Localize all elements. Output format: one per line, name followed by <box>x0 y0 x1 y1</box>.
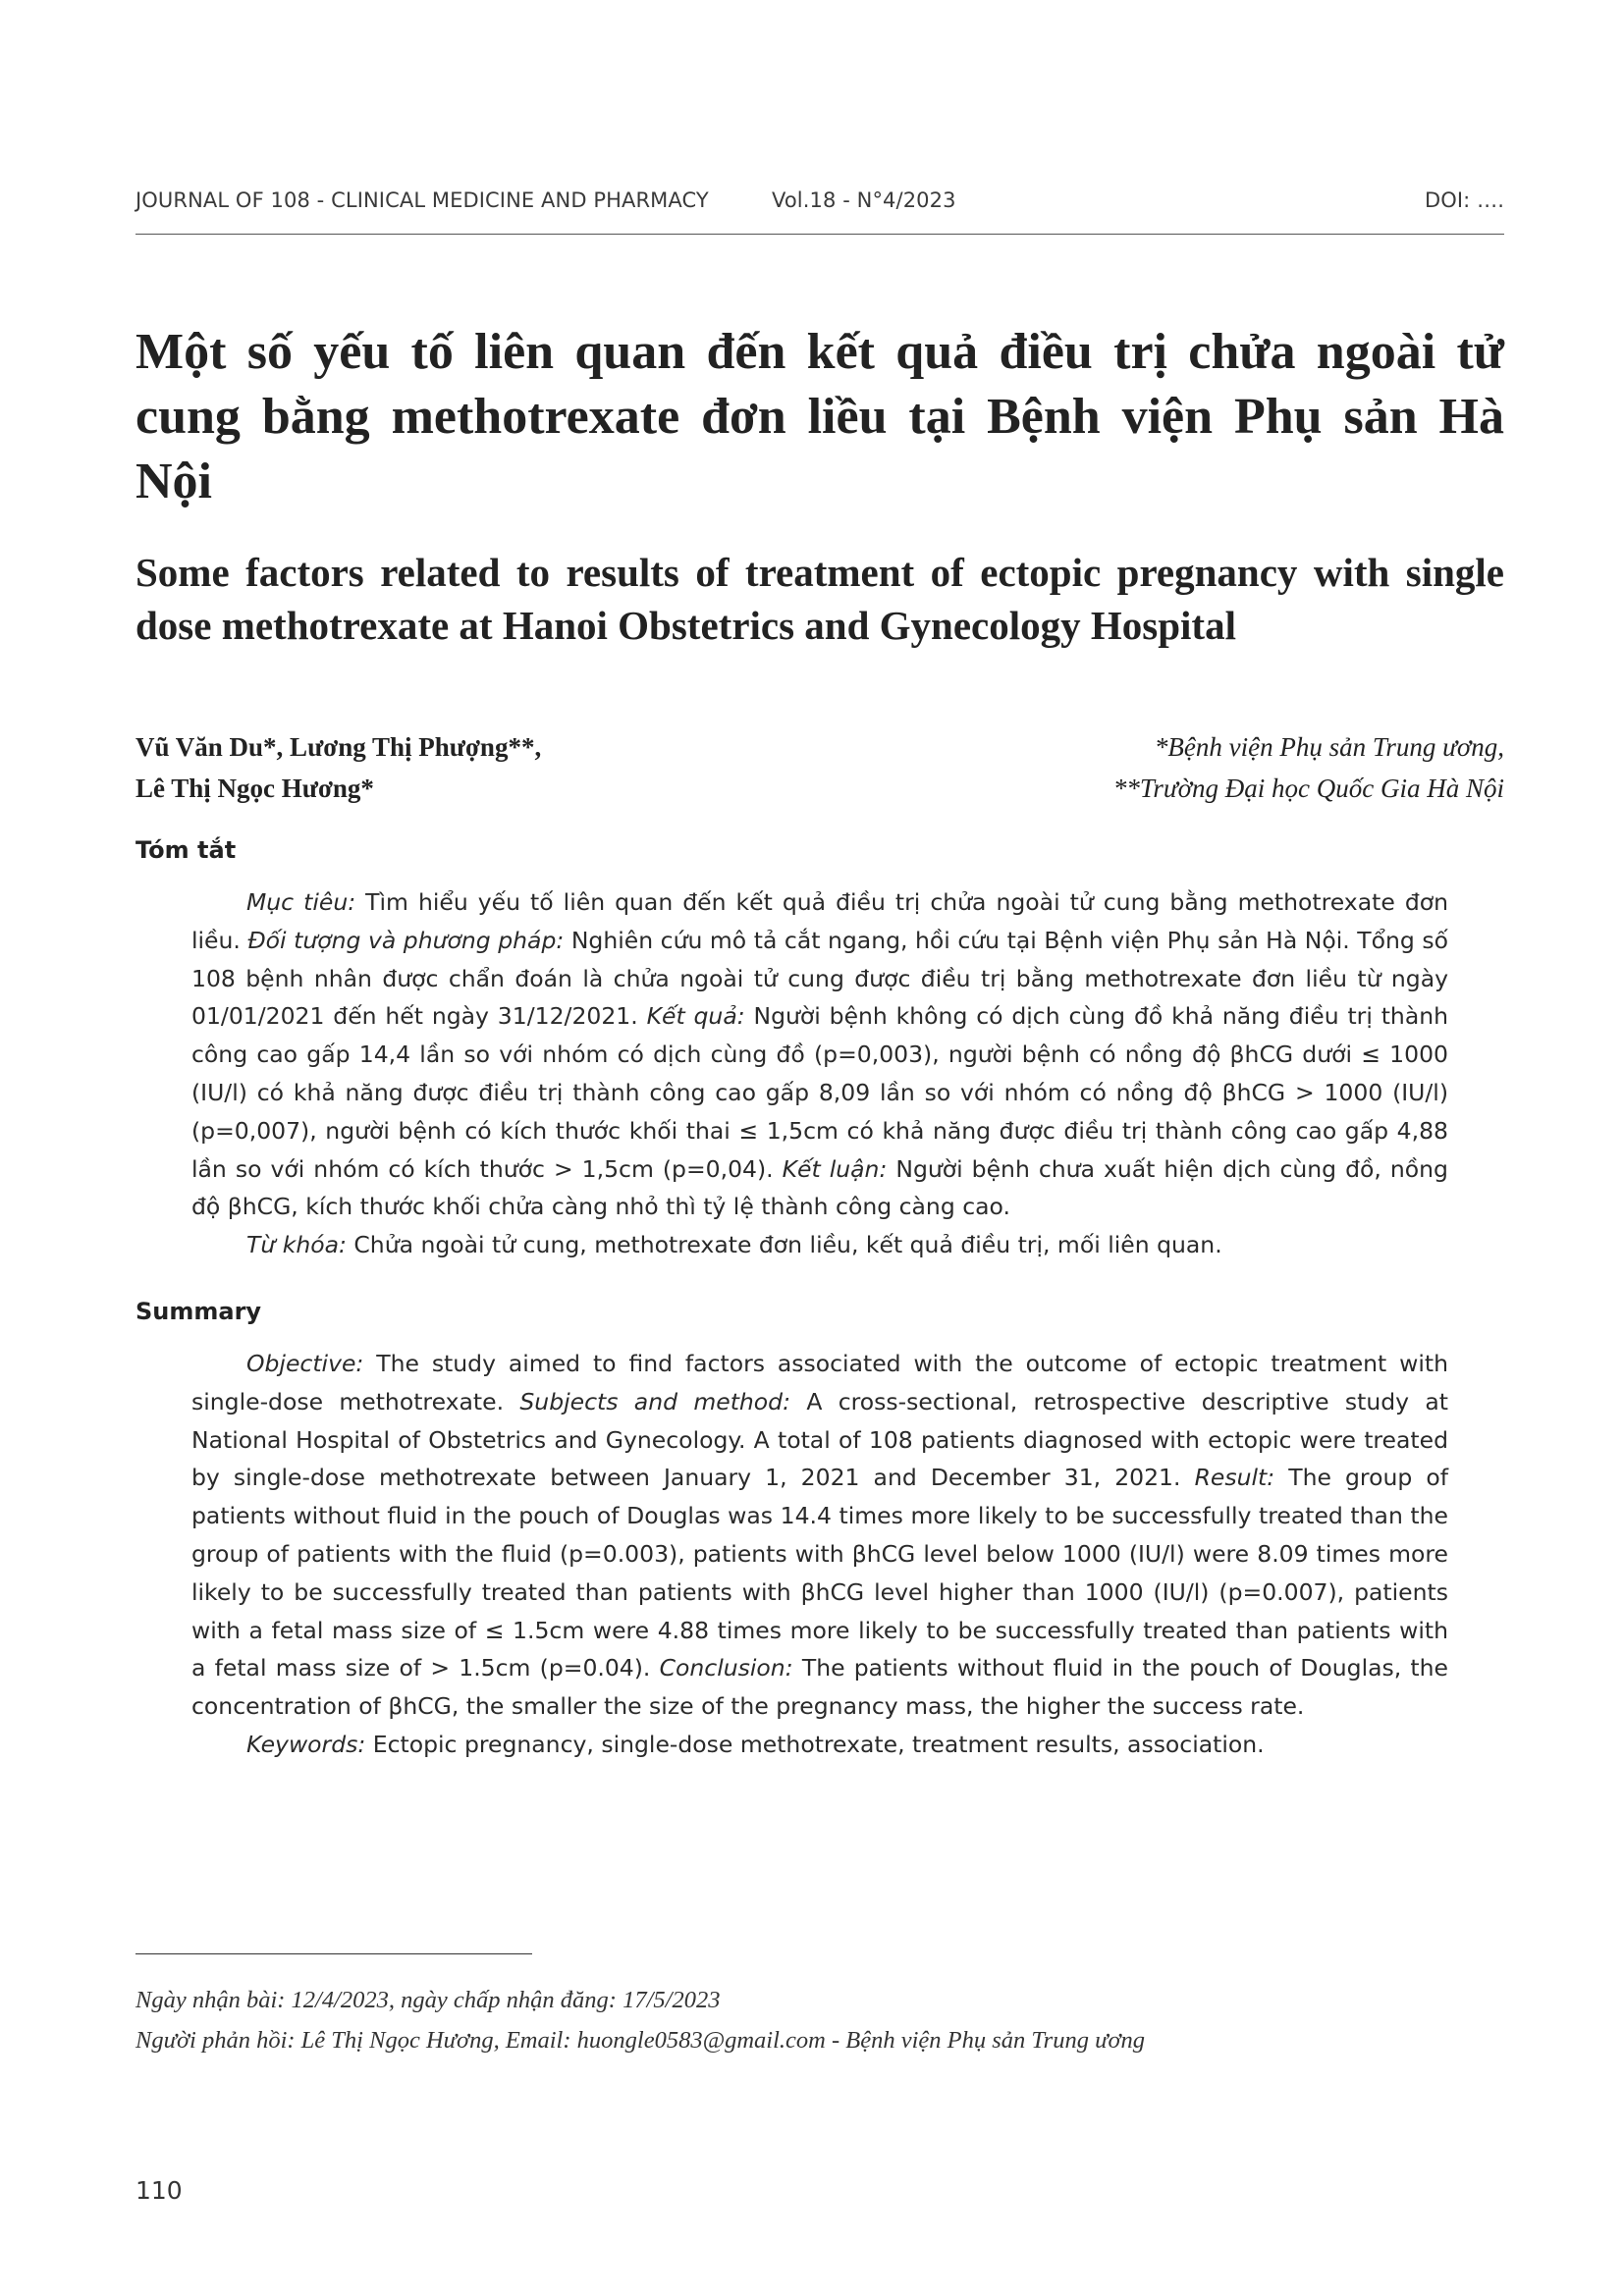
keywords-vi <box>191 1226 1448 1264</box>
keywords-text-vi: Chửa ngoài tử cung, methotrexate đơn liều, kết quả điều trị, mối liên quan. <box>346 1231 1222 1259</box>
abstract-en-body <box>191 1345 1448 1726</box>
abstract-english <box>191 1345 1448 1764</box>
keywords-text-en: Ectopic pregnancy, single-dose methotrexate, treatment results, association. <box>365 1730 1265 1758</box>
method-text-en: A cross-sectional, retrospective descriptive study at National Hospital of Obstetrics and Gynecology. A total of 108 patients diagnosed with ectopic were treated by single-dose methotrexate between January 1, 2021 and December 31, 2021. <box>191 1387 1448 1492</box>
author-line-1: Vũ Văn Du*, Lương Thị Phượng**, <box>135 732 542 762</box>
method-label-en: Subjects and method: <box>519 1387 791 1415</box>
result-text-vi: Người bệnh không có dịch cùng đồ khả năng điều trị thành công cao gấp 14,4 lần so với nhóm có dịch cùng đồ (p=0,003), người bệnh có nồng độ βhCG dưới ≤ 1000 (IU/l) có khả năng được điều trị thành công cao gấp 8,09 lần so với nhóm có nồng độ βhCG > 1000 (IU/l) (p=0,007), người bệnh có kích thước khối thai ≤ 1,5cm có khả năng được điều trị thành công cao gấp 4,88 lần so với nhóm có kích thước > 1,5cm (p=0,04). <box>191 1002 1449 1183</box>
footnote-divider <box>135 1953 532 1954</box>
affiliation-line-2: **Trường Đại học Quốc Gia Hà Nội <box>1112 774 1504 803</box>
volume-issue: Vol.18 - N°4/2023 <box>772 188 956 212</box>
abstract-heading-en: Summary <box>135 1298 262 1325</box>
author-list <box>135 726 882 809</box>
footnotes <box>135 1980 1504 2060</box>
correspondence-note: Người phản hồi: Lê Thị Ngọc Hương, Email: huongle0583@gmail.com - Bệnh viện Phụ sản Trung ương <box>135 2027 1146 2054</box>
objective-text-vi: Tìm hiểu yếu tố liên quan đến kết quả điều trị chửa ngoài tử cung bằng methotrexate đơn liều. <box>191 888 1449 954</box>
article-title-english: Some factors related to results of treatment of ectopic pregnancy with single dose methotrexate at Hanoi Obstetrics and Gynecology Hospital <box>135 550 1504 648</box>
result-text-en: The group of patients without fluid in the pouch of Douglas was 14.4 times more likely to be successfully treated than the group of patients with the fluid (p=0.003), patients with βhCG level below 1000 (IU/l) were 8.09 times more likely to be successfully treated than patients with βhCG level higher than 1000 (IU/l) (p=0.007), patients with a fetal mass size of ≤ 1.5cm were 4.88 times more likely to be successfully treated than patients with a fetal mass size of > 1.5cm (p=0.04). <box>191 1464 1448 1682</box>
conclusion-label-en: Conclusion: <box>659 1654 793 1682</box>
abstract-vietnamese <box>191 883 1448 1264</box>
received-date-note: Ngày nhận bài: 12/4/2023, ngày chấp nhận đăng: 17/5/2023 <box>135 1987 721 2013</box>
keywords-label-en: Keywords: <box>246 1730 366 1758</box>
affiliation-line-1: *Bệnh viện Phụ sản Trung ương, <box>1154 732 1504 762</box>
objective-label-en: Objective: <box>246 1350 364 1377</box>
running-header <box>135 188 1504 222</box>
conclusion-text-en: The patients without fluid in the pouch of Douglas, the concentration of βhCG, the smaller the size of the pregnancy mass, the higher the success rate. <box>191 1654 1448 1721</box>
conclusion-label-vi: Kết luận: <box>782 1154 888 1183</box>
affiliation-list <box>817 726 1504 809</box>
abstract-heading-vi: Tóm tắt <box>135 836 237 864</box>
journal-name: JOURNAL OF 108 - CLINICAL MEDICINE AND PHARMACY <box>135 188 709 212</box>
result-label-vi: Kết quả: <box>646 1002 745 1031</box>
abstract-vi-body <box>191 883 1448 1226</box>
method-text-vi: Nghiên cứu mô tả cắt ngang, hồi cứu tại Bệnh viện Phụ sản Hà Nội. Tổng số 108 bệnh nhân được chẩn đoán là chửa ngoài tử cung được điều trị bằng methotrexate đơn liều từ ngày 01/01/2021 đến hết ngày 31/12/2021. <box>191 926 1448 1031</box>
method-label-vi: Đối tượng và phương pháp: <box>247 926 565 954</box>
objective-label-vi: Mục tiêu: <box>246 888 356 916</box>
objective-text-en: The study aimed to find factors associated with the outcome of ectopic treatment with single-dose methotrexate. <box>191 1350 1448 1415</box>
header-divider <box>135 234 1504 235</box>
author-line-2: Lê Thị Ngọc Hương* <box>135 774 374 803</box>
keywords-en <box>191 1726 1448 1764</box>
conclusion-text-vi: Người bệnh chưa xuất hiện dịch cùng đồ, nồng độ βhCG, kích thước khối chửa càng nhỏ thì tỷ lệ thành công càng cao. <box>191 1154 1448 1221</box>
doi-label: DOI: …. <box>1424 188 1504 212</box>
page-number: 110 <box>135 2176 183 2205</box>
article-title-vietnamese: Một số yếu tố liên quan đến kết quả điều trị chửa ngoài tử cung bằng methotrexate đơn liều tại Bệnh viện Phụ sản Hà Nội <box>135 324 1504 509</box>
result-label-en: Result: <box>1194 1464 1275 1492</box>
keywords-label-vi: Từ khóa: <box>246 1231 347 1259</box>
